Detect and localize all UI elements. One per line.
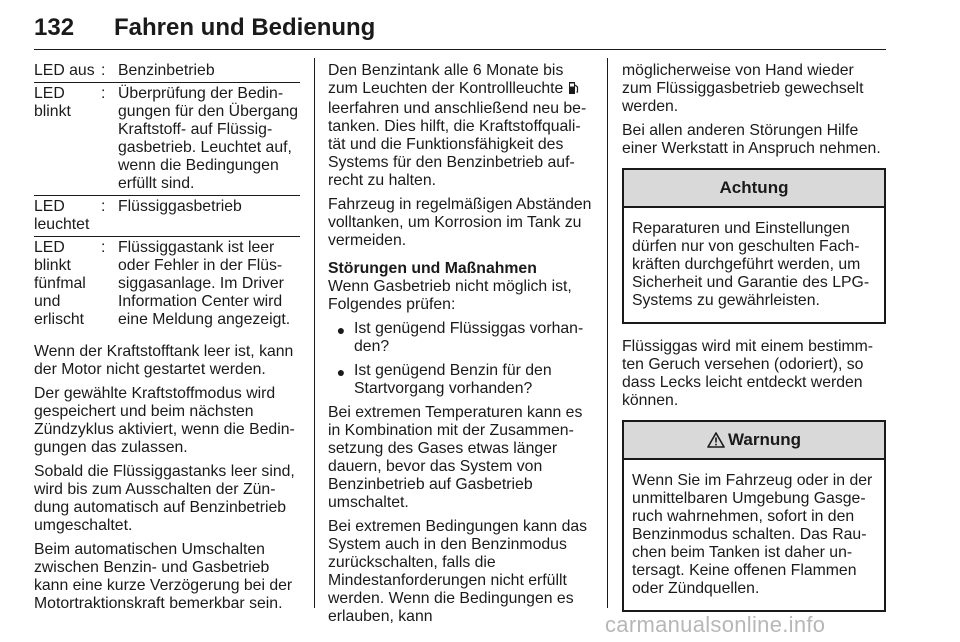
paragraph: Wenn der Kraftstofftank leer ist, kann der Motor nicht gestartet werden. bbox=[34, 343, 294, 378]
section-heading: Störungen und Maßnahmen bbox=[328, 260, 537, 277]
status-label: LED aus bbox=[34, 62, 95, 79]
status-label: LED blinkt bbox=[34, 85, 71, 120]
chapter-title: Fahren und Bedienung bbox=[114, 14, 376, 41]
paragraph: Fahrzeug in regelmäßigen Abständen volltanken, um Korrosion im Tank zu vermeiden. bbox=[328, 196, 592, 249]
status-description: Überprüfung der Bedingungen für den Übergang Kraftstoff- auf Flüssiggasbetrieb. Leuchtet auf, wenn die Bedingungen erfüllt sind. bbox=[118, 85, 299, 192]
separator: : bbox=[101, 239, 106, 256]
status-label: LED leuchtet bbox=[34, 198, 90, 233]
warning-box bbox=[622, 420, 886, 612]
paragraph: Sobald die Flüssiggastanks leer sind, wird bis zum Ausschalten der Zündung automatisch auf Benzinbetrieb umgeschaltet. bbox=[34, 463, 295, 534]
paragraph: Beim automatischen Umschalten zwischen Benzin- und Gasbetrieb kann eine kurze Verzögerung bei der Motortraktionskraft bemerkbar sein. bbox=[34, 541, 293, 612]
paragraph: Bei extremen Bedingungen kann das System auch in den Benzinmodus zurückschalten, falls die Mindestanforderungen nicht erfüllt werden. Wenn die Bedingungen es erlauben, kann bbox=[328, 518, 588, 625]
text-span: Den Benzintank alle 6 Monate bis zum Leuchten der Kontrollleuchte bbox=[328, 62, 564, 97]
page-number: 132 bbox=[34, 14, 75, 41]
column-1-text bbox=[34, 343, 300, 613]
separator: : bbox=[101, 62, 106, 79]
watermark: carmanualsonline.info bbox=[605, 612, 826, 637]
column-divider bbox=[314, 58, 315, 608]
list-item bbox=[328, 362, 592, 398]
paragraph: Wenn Gasbetrieb nicht möglich ist, Folgendes prüfen: bbox=[328, 278, 572, 313]
separator: : bbox=[101, 85, 106, 102]
status-description: Flüssiggastank ist leer oder Fehler in der Flüssiggasanlage. Im Driver Information Center wird eine Meldung angezeigt. bbox=[118, 239, 291, 328]
bullet-icon: ● bbox=[336, 322, 346, 338]
warning-text: Wenn Sie im Fahrzeug oder in der unmittelbaren Umgebung Gasgeruch wahrnehmen, sofort in den Benzinmodus schalten. Das Rauchen beim Tanken ist daher untersagt. Keine offenen Flammen oder Zündquellen. bbox=[632, 472, 873, 597]
column-1 bbox=[34, 62, 300, 619]
led-status-table bbox=[34, 62, 300, 331]
warning-header bbox=[624, 422, 884, 460]
column-2 bbox=[328, 62, 592, 632]
bullet-icon: ● bbox=[336, 364, 346, 380]
status-description: Flüssiggasbetrieb bbox=[118, 198, 242, 215]
paragraph: Bei extremen Temperaturen kann es in Kombination mit der Zusammensetzung des Gases etwas länger dauern, bevor das System von Benzinbetrieb auf Gasbetrieb umschaltet. bbox=[328, 404, 583, 511]
list-item-text: Ist genügend Flüssiggas vorhanden? bbox=[354, 320, 584, 355]
column-divider bbox=[607, 58, 608, 608]
paragraph: möglicherweise von Hand wieder zum Flüssiggasbetrieb gewechselt werden. bbox=[622, 62, 864, 115]
page-header bbox=[34, 10, 886, 50]
text-span: leerfahren und anschließend neu betanken. Dies hilft, die Kraftstoffqualität und die Funktionsfähigkeit des Systems für den Benzinbetrieb aufrecht zu halten. bbox=[328, 100, 587, 189]
column-3 bbox=[622, 62, 886, 626]
list-item bbox=[328, 320, 592, 356]
caution-box bbox=[622, 168, 886, 324]
table-row bbox=[34, 198, 300, 237]
table-row bbox=[34, 62, 300, 83]
caution-title: Achtung bbox=[624, 170, 884, 208]
list-item-text: Ist genügend Benzin für den Startvorgang vorhanden? bbox=[354, 362, 552, 397]
status-label: LED blinkt fünfmal und erlischt bbox=[34, 239, 86, 328]
table-row bbox=[34, 85, 300, 196]
check-list bbox=[328, 320, 592, 398]
paragraph bbox=[328, 62, 592, 190]
fuel-pump-icon bbox=[568, 81, 579, 100]
separator: : bbox=[101, 198, 106, 215]
paragraph: Der gewählte Kraftstoffmodus wird gespeichert und beim nächsten Zündzyklus aktiviert, wenn die Bedingungen das zulassen. bbox=[34, 385, 295, 456]
caution-text: Reparaturen und Einstellungen dürfen nur von geschulten Fachkräften durchgeführt werden, um Sicherheit und Garantie des LPG-Systems zu gewährleisten. bbox=[632, 220, 870, 309]
paragraph: Flüssiggas wird mit einem bestimmten Geruch versehen (odoriert), so dass Lecks leicht entdeckt werden können. bbox=[622, 338, 874, 409]
paragraph: Bei allen anderen Störungen Hilfe einer Werkstatt in Anspruch nehmen. bbox=[622, 122, 881, 157]
table-row bbox=[34, 239, 300, 331]
warning-title: Warnung bbox=[727, 430, 802, 449]
warning-triangle-icon bbox=[707, 425, 725, 461]
status-description: Benzinbetrieb bbox=[118, 62, 215, 79]
